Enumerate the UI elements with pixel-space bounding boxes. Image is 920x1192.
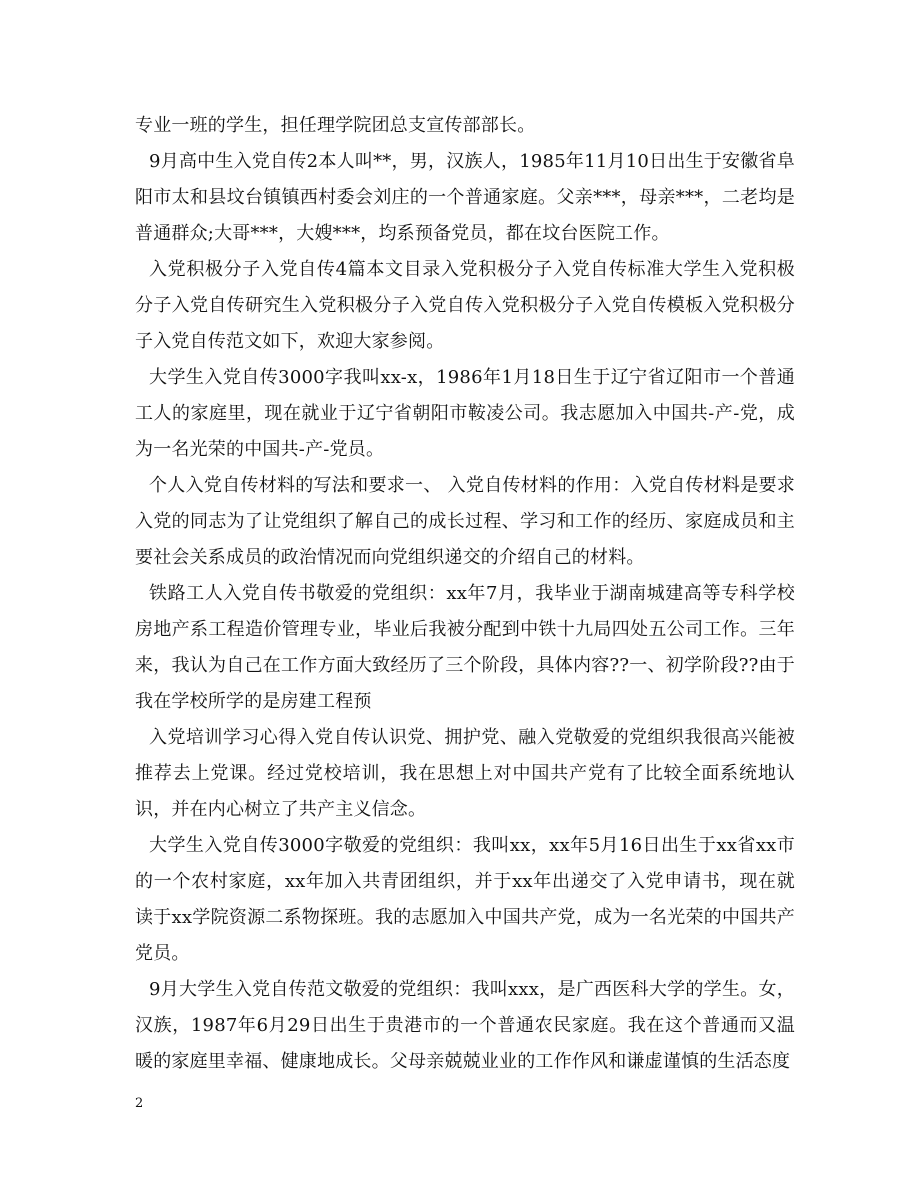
paragraph: 大学生入党自传3000字敬爱的党组织：我叫xx，xx年5月16日出生于xx省xx市的一个农村家庭，xx年加入共青团组织，并于xx年出递交了入党申请书，现在就读于xx学院资源二系物探班。我的志愿加入中国共产党，成为一名光荣的中国共产党员。 [135,835,795,964]
paragraph: 大学生入党自传3000字我叫xx-x，1986年1月18日生于辽宁省辽阳市一个普通工人的家庭里，现在就业于辽宁省朝阳市鞍凌公司。我志愿加入中国共-产-党，成为一名光荣的中国共-产-党员。 [135,367,795,460]
paragraph: 入党积极分子入党自传4篇本文目录入党积极分子入党自传标准大学生入党积极分子入党自传研究生入党积极分子入党自传入党积极分子入党自传模板入党积极分子入党自传范文如下，欢迎大家参阅。 [135,259,795,352]
paragraph-continuation: 专业一班的学生，担任理学院团总支宣传部部长。 [135,115,536,136]
paragraph: 个人入党自传材料的写法和要求一、 入党自传材料的作用：入党自传材料是要求入党的同志为了让党组织了解自己的成长过程、学习和工作的经历、家庭成员和主要社会关系成员的政治情况而向党组织递交的介绍自己的材料。 [135,475,795,568]
document-body [135,108,795,1080]
paragraph: 9月高中生入党自传2本人叫**，男，汉族人，1985年11月10日出生于安徽省阜阳市太和县坟台镇镇西村委会刘庄的一个普通家庭。父亲***，母亲***，二老均是普通群众;大哥***，大嫂***，均系预备党员，都在坟台医院工作。 [135,151,795,244]
page-number: 2 [135,1096,144,1111]
paragraph: 铁路工人入党自传书敬爱的党组织：xx年7月，我毕业于湖南城建高等专科学校房地产系工程造价管理专业，毕业后我被分配到中铁十九局四处五公司工作。三年来，我认为自己在工作方面大致经历了三个阶段，具体内容??一、初学阶段??由于我在学校所学的是房建工程预 [135,583,795,712]
paragraph: 入党培训学习心得入党自传认识党、拥护党、融入党敬爱的党组织我很高兴能被推荐去上党课。经过党校培训，我在思想上对中国共产党有了比较全面系统地认识，并在内心树立了共产主义信念。 [135,727,795,820]
paragraph: 9月大学生入党自传范文敬爱的党组织：我叫xxx，是广西医科大学的学生。女，汉族，1987年6月29日出生于贵港市的一个普通农民家庭。我在这个普通而又温暖的家庭里幸福、健康地成长。父母亲兢兢业业的工作作风和谦虚谨慎的生活态度 [135,979,795,1072]
